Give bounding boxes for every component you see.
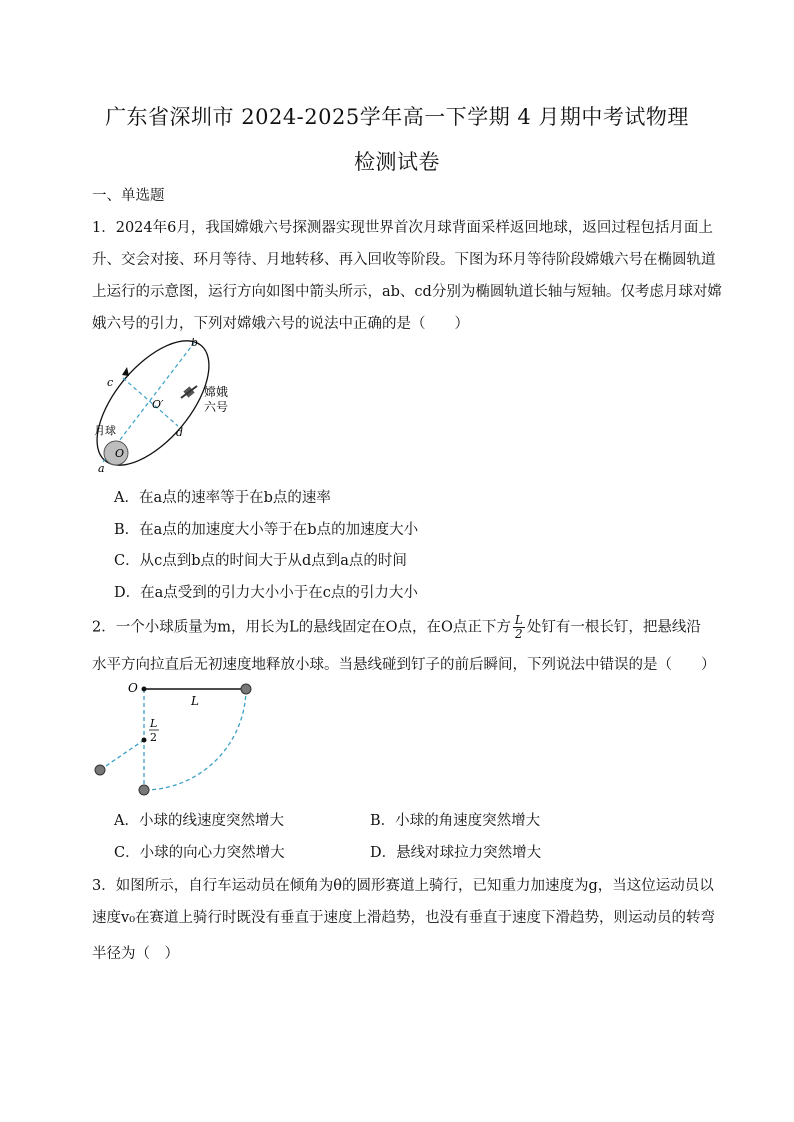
q3-line-2: 速度v₀在赛道上骑行时既没有垂直于速度上滑趋势，也没有垂直于速度下滑趋势，则运动员的转弯 — [92, 910, 716, 926]
q2-fraction — [513, 614, 525, 641]
label-frac-denominator: 2 — [150, 731, 157, 744]
ball-left-icon — [95, 765, 105, 775]
q2-fraction-denominator: 2 — [515, 627, 523, 641]
label-c: c — [107, 376, 114, 389]
doc-title-line-1: 广东省深圳市 2024-2025学年高一下学期 4 月期中考试物理 — [105, 105, 689, 129]
q2-option-d[interactable]: D．悬线对球拉力突然增大 — [370, 845, 542, 861]
label-probe-line-1: 嫦娥 — [204, 385, 229, 399]
label-d: d — [176, 426, 184, 439]
q2-pendulum-figure — [88, 678, 258, 798]
ball-start-icon — [241, 684, 251, 694]
q1-line-2: 升、交会对接、环月等待、月地转移、再入回收等阶段。下图为环月等待阶段嫦娥六号在椭圆轨道 — [92, 252, 716, 268]
label-b: b — [191, 338, 199, 349]
doc-title-line-2: 检测试卷 — [354, 150, 440, 174]
post-nail-string — [100, 740, 144, 770]
q2-option-a[interactable]: A．小球的线速度突然增大 — [114, 813, 284, 829]
q3-line-3: 半径为（ ） — [92, 946, 179, 962]
q2-option-c[interactable]: C．小球的向心力突然增大 — [114, 845, 285, 861]
minor-axis-cd — [123, 378, 178, 426]
section-heading: 一、单选题 — [92, 188, 165, 204]
q2-line-2: 水平方向拉直后无初速度地释放小球。当悬线碰到钉子的前后瞬间，下列说法中错误的是（ ） — [92, 657, 716, 673]
q1-option-d[interactable]: D．在a点受到的引力大小小于在c点的引力大小 — [114, 585, 418, 601]
q2-line-1-before: 2．一个小球质量为m，用长为L的悬线固定在O点，在O点正下方 — [92, 619, 511, 636]
q1-option-b[interactable]: B．在a点的加速度大小等于在b点的加速度大小 — [114, 522, 419, 538]
q2-option-b[interactable]: B．小球的角速度突然增大 — [370, 813, 541, 829]
direction-arrow-icon — [122, 367, 129, 376]
q2-line-1 — [92, 614, 701, 641]
label-frac-numerator: L — [150, 717, 158, 730]
label-moon: 月球 — [94, 424, 116, 437]
q1-line-4: 娥六号的引力，下列对嫦娥六号的说法中正确的是（ ） — [92, 316, 469, 332]
label-probe-line-2: 六号 — [204, 400, 229, 414]
pivot-point — [142, 687, 147, 692]
label-o-prime: O′ — [152, 398, 164, 411]
label-a: a — [98, 462, 105, 473]
q1-line-3: 上运行的示意图，运行方向如图中箭头所示，ab、cd分别为椭圆轨道长轴与短轴。仅考虑月球对嫦 — [92, 284, 722, 300]
q1-line-1: 1．2024年6月，我国嫦娥六号探测器实现世界首次月球背面采样返回地球，返回过程包括月面上 — [92, 220, 713, 236]
probe-icon — [181, 386, 197, 398]
label-o: O — [128, 681, 138, 695]
label-l: L — [191, 694, 199, 708]
ball-bottom-icon — [139, 785, 149, 795]
q1-option-a[interactable]: A．在a点的速率等于在b点的速率 — [114, 490, 331, 506]
q3-line-1: 3．如图所示，自行车运动员在倾角为θ的圆形赛道上骑行，已知重力加速度为g，当这位运动员以 — [92, 878, 714, 894]
q1-option-c[interactable]: C．从c点到b点的时间大于从d点到a点的时间 — [114, 553, 407, 569]
q2-line-1-after: 处钉有一根长钉，把悬线沿 — [526, 619, 701, 636]
q1-orbit-figure — [88, 338, 248, 473]
nail-point — [142, 738, 147, 743]
label-o: O — [115, 447, 125, 460]
q2-fraction-numerator: L — [514, 613, 523, 627]
